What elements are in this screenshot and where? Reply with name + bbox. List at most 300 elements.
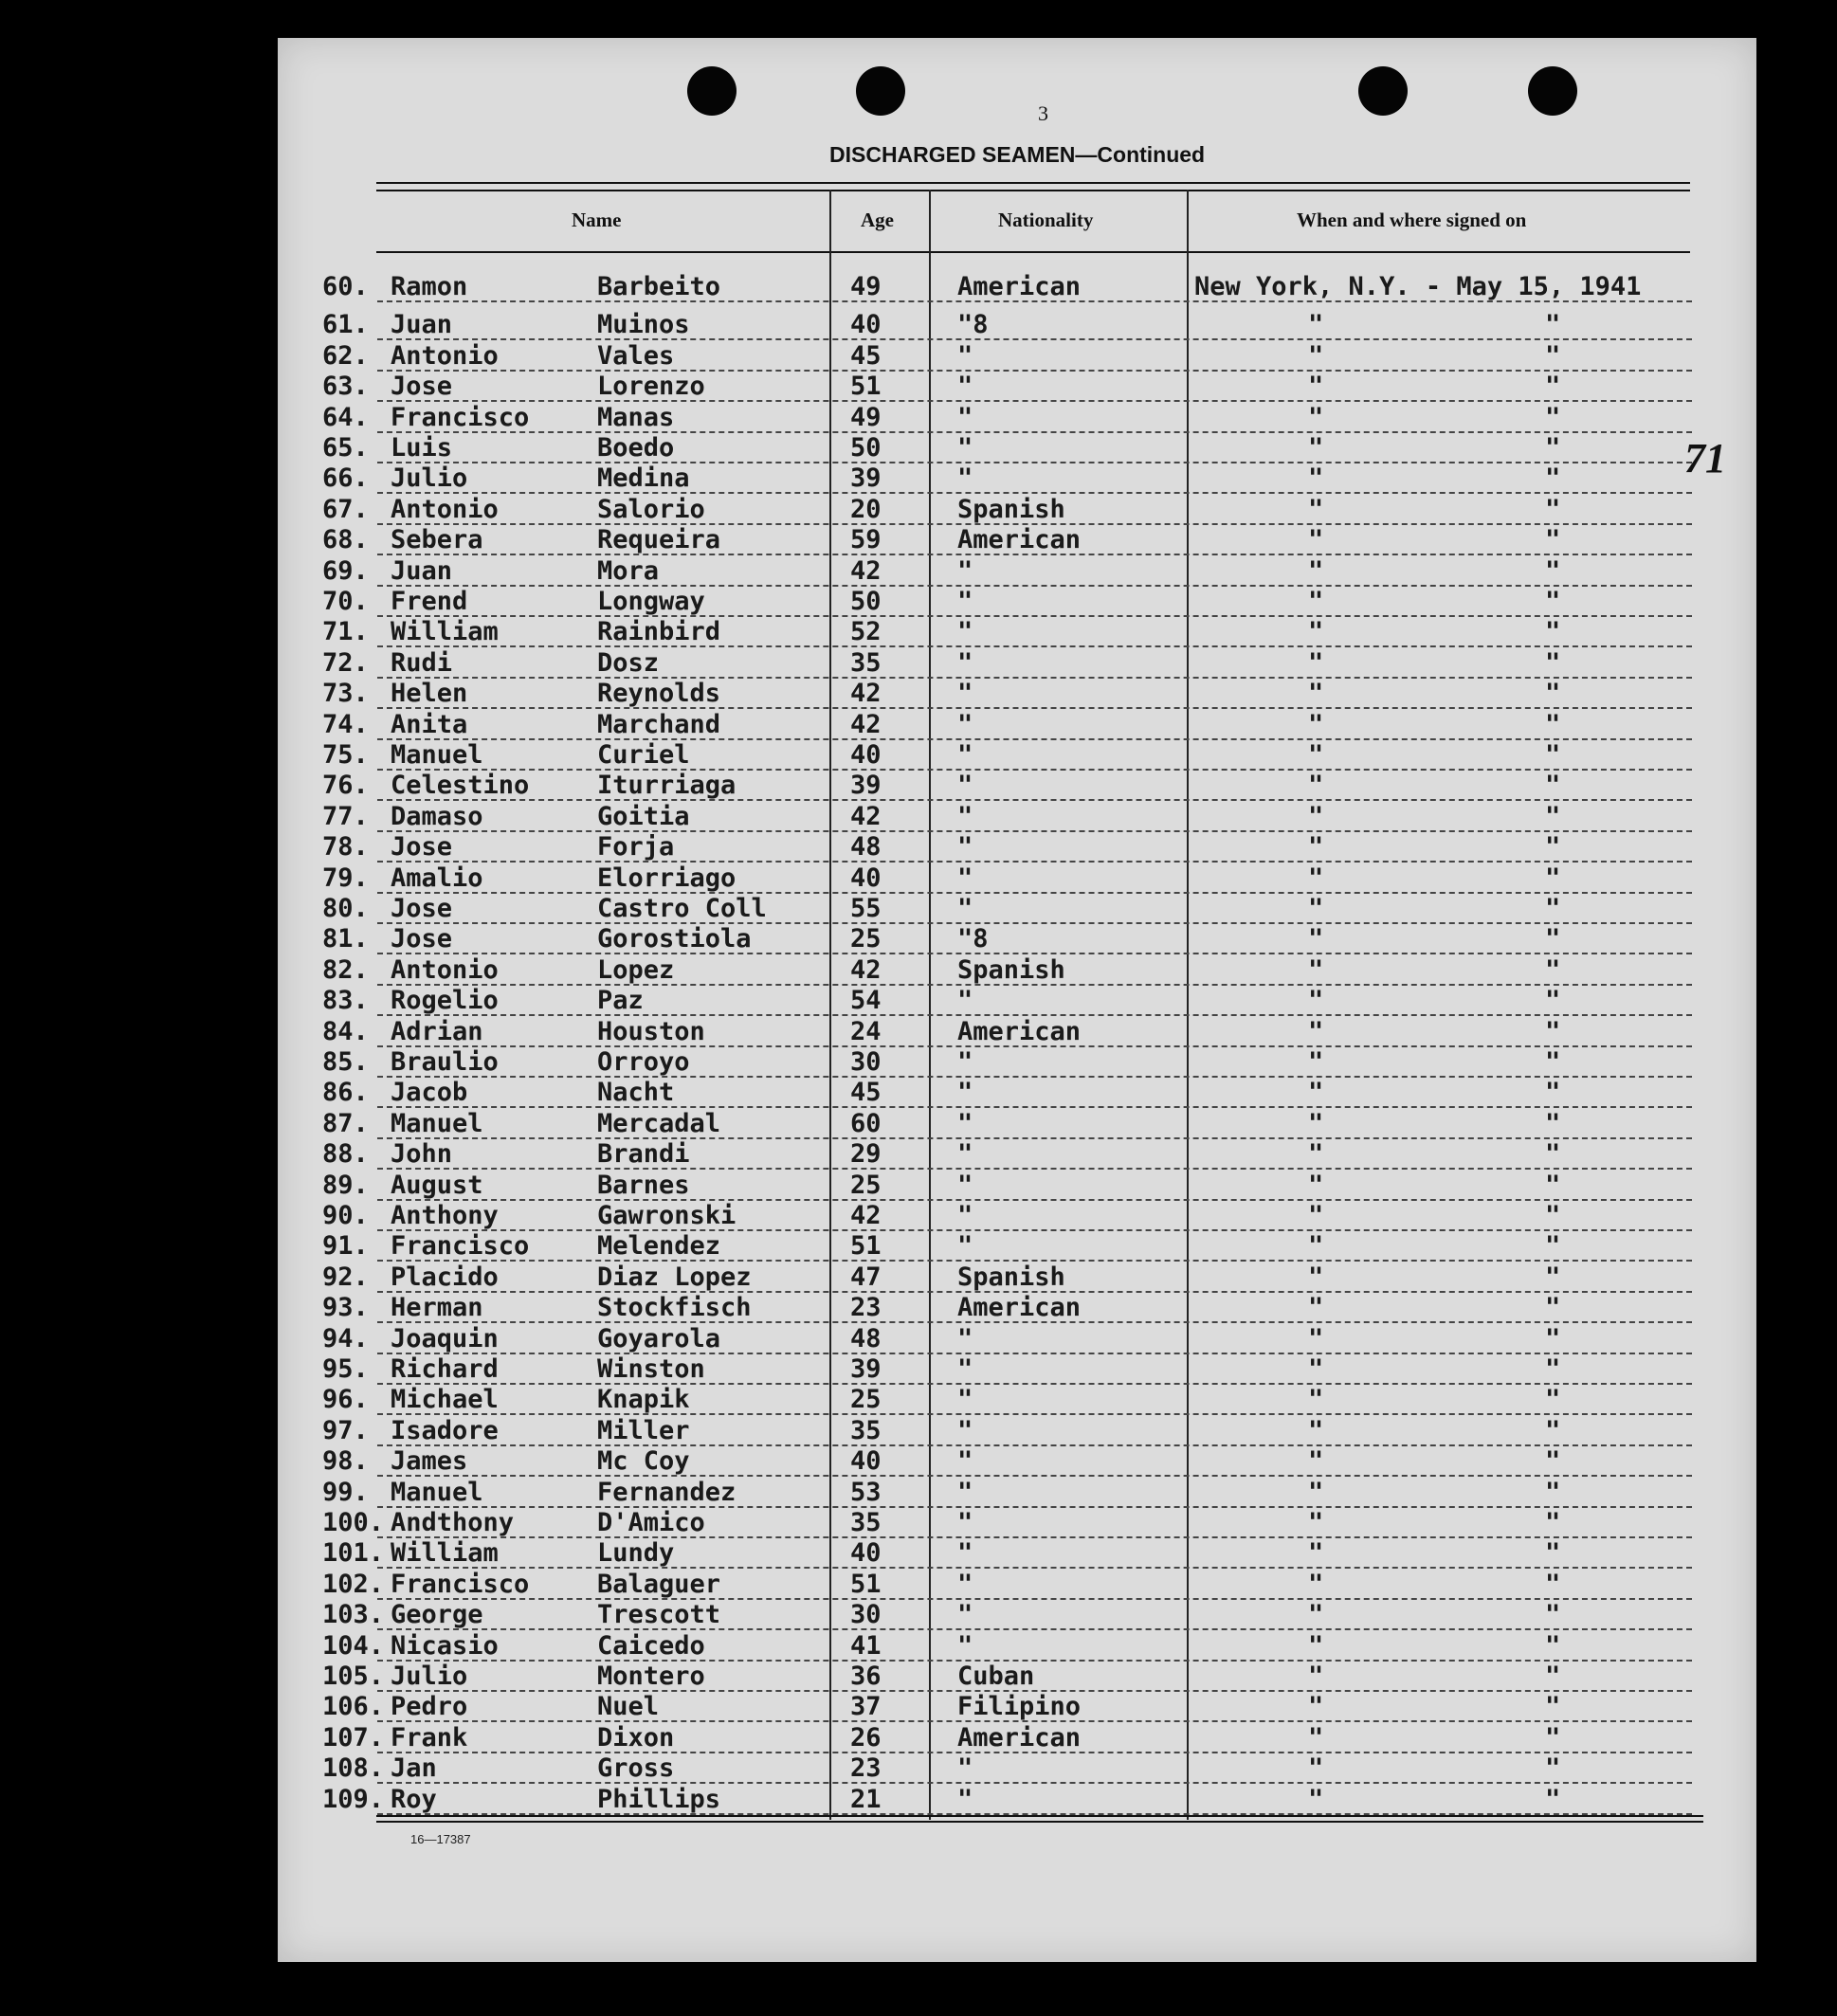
ditto-mark: " — [1308, 1201, 1324, 1230]
age: 39 — [850, 1354, 882, 1384]
last-name: Medina — [597, 463, 690, 494]
ditto-mark: " — [1545, 832, 1561, 863]
nationality: " — [957, 1477, 973, 1507]
dotted-rule — [377, 1413, 1692, 1415]
ditto-mark: " — [1545, 1415, 1561, 1445]
first-name: Manuel — [391, 1477, 483, 1507]
row-number: 77. — [322, 801, 369, 831]
table-row — [322, 1385, 1692, 1418]
nationality: " — [957, 402, 973, 432]
last-name: Iturriaga — [597, 771, 737, 801]
ditto-mark: " — [1545, 1784, 1561, 1814]
dotted-rule — [377, 1506, 1692, 1508]
table-row — [322, 1201, 1692, 1234]
header-rule — [376, 190, 1690, 191]
row-number: 92. — [322, 1262, 369, 1292]
nationality: " — [957, 1170, 973, 1200]
nationality: " — [957, 1784, 973, 1814]
table-row — [322, 433, 1692, 466]
ditto-mark: " — [1308, 1722, 1324, 1753]
last-name: Dosz — [597, 647, 660, 678]
last-name: Barbeito — [597, 272, 721, 301]
ditto-mark: " — [1545, 1354, 1561, 1384]
dotted-rule — [377, 1536, 1692, 1538]
ditto-mark: " — [1308, 1538, 1324, 1569]
nationality: " — [957, 1415, 973, 1445]
nationality: " — [957, 986, 973, 1016]
row-number: 96. — [322, 1385, 369, 1415]
nationality: " — [957, 587, 973, 616]
nationality: " — [957, 617, 973, 647]
ditto-mark: " — [1545, 1508, 1561, 1537]
last-name: Requeira — [597, 525, 721, 555]
last-name: Mora — [597, 555, 660, 586]
table-row — [322, 1692, 1692, 1725]
table-row — [322, 1078, 1692, 1111]
ditto-mark: " — [1545, 340, 1561, 371]
age: 40 — [850, 863, 882, 893]
nationality: American — [957, 1293, 1082, 1323]
ditto-mark: " — [1308, 372, 1324, 402]
ditto-mark: " — [1308, 1170, 1324, 1200]
ditto-mark: " — [1545, 771, 1561, 801]
age: 39 — [850, 463, 882, 494]
ditto-mark: " — [1308, 1415, 1324, 1445]
ditto-mark: " — [1308, 894, 1324, 923]
ditto-mark: " — [1308, 709, 1324, 739]
row-number: 90. — [322, 1201, 369, 1230]
first-name: Anthony — [391, 1201, 499, 1230]
last-name: Vales — [597, 340, 675, 371]
age: 39 — [850, 771, 882, 801]
last-name: Longway — [597, 587, 705, 616]
dotted-rule — [377, 462, 1692, 463]
ditto-mark: " — [1545, 555, 1561, 586]
nationality: " — [957, 1354, 973, 1384]
table-row — [322, 709, 1692, 743]
table-row — [322, 525, 1692, 558]
dotted-rule — [377, 585, 1692, 587]
row-number: 78. — [322, 832, 369, 863]
last-name: Elorriago — [597, 863, 737, 893]
first-name: Jose — [391, 894, 453, 923]
nationality: " — [957, 894, 973, 923]
row-number: 82. — [322, 954, 369, 985]
ditto-mark: " — [1308, 647, 1324, 678]
row-number: 87. — [322, 1108, 369, 1138]
ditto-mark: " — [1308, 986, 1324, 1016]
last-name: Barnes — [597, 1170, 690, 1200]
row-number: 89. — [322, 1170, 369, 1200]
first-name: Ramon — [391, 272, 468, 301]
dotted-rule — [377, 799, 1692, 801]
dotted-rule — [377, 645, 1692, 647]
dotted-rule — [377, 1782, 1692, 1784]
table-row — [322, 681, 1692, 712]
form-code: 16—17387 — [410, 1832, 471, 1846]
nationality: " — [957, 832, 973, 863]
ditto-mark: " — [1545, 924, 1561, 954]
punch-hole — [856, 66, 905, 116]
nationality: " — [957, 740, 973, 770]
nationality: " — [957, 433, 973, 463]
row-number: 73. — [322, 679, 369, 709]
ditto-mark: " — [1308, 1569, 1324, 1599]
nationality: American — [957, 525, 1082, 555]
first-name: Francisco — [391, 1231, 530, 1262]
ditto-mark: " — [1308, 463, 1324, 494]
age: 60 — [850, 1108, 882, 1138]
age: 42 — [850, 709, 882, 739]
last-name: Gorostiola — [597, 924, 752, 954]
row-number: 108. — [322, 1753, 385, 1784]
table-row — [322, 555, 1692, 590]
last-name: Knapik — [597, 1385, 690, 1415]
row-number: 95. — [322, 1354, 369, 1384]
table-row — [322, 587, 1692, 620]
nationality: "8 — [957, 924, 989, 954]
table-row — [322, 1508, 1692, 1541]
ditto-mark: " — [1545, 679, 1561, 709]
row-number: 62. — [322, 340, 369, 371]
last-name: Phillips — [597, 1784, 721, 1814]
age: 42 — [850, 1201, 882, 1230]
row-number: 102. — [322, 1569, 385, 1599]
ditto-mark: " — [1545, 1323, 1561, 1353]
first-name: Rudi — [391, 647, 453, 678]
nationality: " — [957, 1753, 973, 1784]
row-number: 85. — [322, 1047, 369, 1077]
nationality: " — [957, 1139, 973, 1170]
table-row — [322, 1354, 1692, 1388]
ditto-mark: " — [1308, 1600, 1324, 1630]
age: 30 — [850, 1600, 882, 1630]
age: 41 — [850, 1630, 882, 1661]
dotted-rule — [377, 1353, 1692, 1354]
table-row — [322, 986, 1692, 1019]
last-name: Salorio — [597, 494, 705, 524]
last-name: Nacht — [597, 1078, 675, 1108]
ditto-mark: " — [1545, 1630, 1561, 1661]
table-row — [322, 1538, 1692, 1571]
nationality: " — [957, 1630, 973, 1661]
age: 21 — [850, 1784, 882, 1814]
ditto-mark: " — [1308, 1293, 1324, 1323]
ditto-mark: " — [1545, 1538, 1561, 1569]
table-row — [322, 1722, 1692, 1756]
table-row — [322, 1569, 1692, 1603]
dotted-rule — [377, 370, 1692, 372]
age: 24 — [850, 1016, 882, 1046]
first-name: Andthony — [391, 1508, 515, 1537]
row-number: 91. — [322, 1231, 369, 1262]
ditto-mark: " — [1308, 1231, 1324, 1262]
ditto-mark: " — [1308, 525, 1324, 555]
row-number: 103. — [322, 1600, 385, 1630]
nationality: Spanish — [957, 1262, 1065, 1292]
last-name: Lorenzo — [597, 372, 705, 402]
last-name: Diaz Lopez — [597, 1262, 752, 1292]
ditto-mark: " — [1545, 1662, 1561, 1691]
age: 51 — [850, 1569, 882, 1599]
row-number: 105. — [322, 1662, 385, 1691]
dotted-rule — [377, 1567, 1692, 1569]
first-name: Joaquin — [391, 1323, 499, 1353]
dotted-rule — [377, 1383, 1692, 1385]
ditto-mark: " — [1308, 1662, 1324, 1691]
dotted-rule — [377, 338, 1692, 340]
ditto-mark: " — [1545, 1201, 1561, 1230]
table-row — [322, 1630, 1692, 1664]
table-row — [322, 801, 1692, 835]
nationality: American — [957, 272, 1082, 301]
last-name: Miller — [597, 1415, 690, 1445]
nationality: " — [957, 679, 973, 709]
first-name: Celestino — [391, 771, 530, 801]
table-row — [322, 924, 1692, 957]
last-name: Winston — [597, 1354, 705, 1384]
first-name: Antonio — [391, 954, 499, 985]
first-name: Sebera — [391, 525, 483, 555]
last-name: Houston — [597, 1016, 705, 1046]
dotted-rule — [377, 1106, 1692, 1108]
age: 40 — [850, 740, 882, 770]
table-row — [322, 1139, 1692, 1172]
row-number: 98. — [322, 1446, 369, 1477]
age: 36 — [850, 1662, 882, 1691]
table-row — [322, 894, 1692, 927]
first-name: Julio — [391, 463, 468, 494]
age: 40 — [850, 310, 882, 340]
ditto-mark: " — [1545, 1231, 1561, 1262]
table-row — [322, 402, 1692, 436]
last-name: Paz — [597, 986, 644, 1016]
nationality: " — [957, 340, 973, 371]
dotted-rule — [377, 1229, 1692, 1231]
ditto-mark: " — [1545, 1078, 1561, 1108]
ditto-mark: " — [1545, 1600, 1561, 1630]
nationality: " — [957, 1569, 973, 1599]
nationality: American — [957, 1016, 1082, 1046]
row-number: 75. — [322, 740, 369, 770]
table-row — [322, 1753, 1692, 1787]
last-name: Trescott — [597, 1600, 721, 1630]
dotted-rule — [377, 1199, 1692, 1201]
last-name: Orroyo — [597, 1047, 690, 1077]
nationality: Filipino — [957, 1692, 1082, 1722]
footer-rule — [376, 1821, 1703, 1823]
ditto-mark: " — [1545, 1262, 1561, 1292]
ditto-mark: " — [1308, 617, 1324, 647]
nationality: Spanish — [957, 494, 1065, 524]
table-row — [322, 272, 1692, 305]
table-row — [322, 374, 1692, 405]
ditto-mark: " — [1545, 1293, 1561, 1323]
nationality: " — [957, 1508, 973, 1537]
punch-hole — [1358, 66, 1408, 116]
last-name: Fernandez — [597, 1477, 737, 1507]
dotted-rule — [377, 1137, 1692, 1139]
last-name: Mercadal — [597, 1108, 721, 1138]
table-row — [322, 340, 1692, 374]
last-name: Balaguer — [597, 1569, 721, 1599]
punch-hole — [1528, 66, 1577, 116]
age: 25 — [850, 1385, 882, 1415]
first-name: Amalio — [391, 863, 483, 893]
first-name: William — [391, 1538, 499, 1569]
ditto-mark: " — [1545, 372, 1561, 402]
nationality: " — [957, 1231, 973, 1262]
last-name: Muinos — [597, 310, 690, 340]
row-number: 106. — [322, 1692, 385, 1722]
table-row — [322, 773, 1692, 804]
ditto-mark: " — [1308, 1630, 1324, 1661]
first-name: Braulio — [391, 1047, 499, 1077]
age: 54 — [850, 986, 882, 1016]
ditto-mark: " — [1545, 494, 1561, 524]
page-number: 3 — [1038, 101, 1048, 125]
age: 35 — [850, 1508, 882, 1537]
row-number: 71. — [322, 617, 369, 647]
ditto-mark: " — [1545, 587, 1561, 616]
last-name: Lopez — [597, 954, 675, 985]
first-name: George — [391, 1600, 483, 1630]
row-number: 65. — [322, 433, 369, 463]
first-name: William — [391, 617, 499, 647]
ditto-mark: " — [1545, 1753, 1561, 1784]
ditto-mark: " — [1308, 340, 1324, 371]
age: 25 — [850, 1170, 882, 1200]
table-row — [322, 1323, 1692, 1357]
first-name: James — [391, 1446, 468, 1477]
nationality: Spanish — [957, 954, 1065, 985]
first-name: Juan — [391, 310, 453, 340]
age: 48 — [850, 1323, 882, 1353]
ditto-mark: " — [1545, 1016, 1561, 1046]
row-number: 72. — [322, 647, 369, 678]
nationality: " — [957, 1446, 973, 1477]
ditto-mark: " — [1308, 1139, 1324, 1170]
first-name: Roy — [391, 1784, 437, 1814]
dotted-rule — [377, 1628, 1692, 1630]
age: 37 — [850, 1692, 882, 1722]
ditto-mark: " — [1308, 433, 1324, 463]
nationality: " — [957, 863, 973, 893]
first-name: Manuel — [391, 740, 483, 770]
table-row — [322, 647, 1692, 681]
nationality: " — [957, 1201, 973, 1230]
last-name: Melendez — [597, 1231, 721, 1262]
first-name: Isadore — [391, 1415, 499, 1445]
last-name: Mc Coy — [597, 1446, 690, 1477]
ditto-mark: " — [1308, 1385, 1324, 1415]
ditto-mark: " — [1308, 402, 1324, 432]
nationality: "8 — [957, 310, 989, 340]
ditto-mark: " — [1545, 894, 1561, 923]
dotted-rule — [377, 400, 1692, 402]
first-name: Pedro — [391, 1692, 468, 1722]
row-number: 68. — [322, 525, 369, 555]
ditto-mark: " — [1308, 679, 1324, 709]
nationality: " — [957, 1323, 973, 1353]
nationality: " — [957, 372, 973, 402]
row-number: 99. — [322, 1477, 369, 1507]
last-name: Forja — [597, 832, 675, 863]
dotted-rule — [377, 922, 1692, 924]
last-name: Gawronski — [597, 1201, 737, 1230]
last-name: Stockfisch — [597, 1293, 752, 1323]
age: 23 — [850, 1753, 882, 1784]
row-number: 61. — [322, 310, 369, 340]
ditto-mark: " — [1308, 1016, 1324, 1046]
nationality: " — [957, 771, 973, 801]
row-number: 104. — [322, 1630, 385, 1661]
age: 59 — [850, 525, 882, 555]
row-number: 76. — [322, 771, 369, 801]
nationality: " — [957, 1538, 973, 1569]
last-name: Marchand — [597, 709, 721, 739]
ditto-mark: " — [1545, 740, 1561, 770]
row-number: 79. — [322, 863, 369, 893]
punch-hole — [687, 66, 737, 116]
age: 35 — [850, 1415, 882, 1445]
first-name: Jacob — [391, 1078, 468, 1108]
table-row — [322, 1784, 1692, 1818]
last-name: Goyarola — [597, 1323, 721, 1353]
first-name: John — [391, 1139, 453, 1170]
last-name: Dixon — [597, 1722, 675, 1753]
last-name: Castro Coll — [597, 894, 767, 923]
nationality: " — [957, 1078, 973, 1108]
nationality: " — [957, 647, 973, 678]
row-number: 67. — [322, 494, 369, 524]
age: 42 — [850, 801, 882, 831]
column-header-nationality: Nationality — [998, 209, 1094, 231]
header-rule — [376, 182, 1690, 184]
table-row — [322, 617, 1692, 650]
age: 45 — [850, 340, 882, 371]
age: 49 — [850, 272, 882, 301]
ditto-mark: " — [1545, 310, 1561, 340]
age: 51 — [850, 1231, 882, 1262]
table-row — [322, 463, 1692, 497]
age: 50 — [850, 433, 882, 463]
first-name: Michael — [391, 1385, 499, 1415]
row-number: 100. — [322, 1508, 385, 1537]
row-number: 107. — [322, 1722, 385, 1753]
page-title: DISCHARGED SEAMEN—Continued — [829, 142, 1206, 167]
ditto-mark: " — [1308, 771, 1324, 801]
last-name: Curiel — [597, 740, 690, 770]
first-name: Juan — [391, 555, 453, 586]
nationality: " — [957, 1047, 973, 1077]
first-name: Manuel — [391, 1108, 483, 1138]
age: 29 — [850, 1139, 882, 1170]
last-name: Caicedo — [597, 1630, 705, 1661]
table-row — [322, 863, 1692, 897]
row-number: 70. — [322, 587, 369, 616]
ditto-mark: " — [1308, 954, 1324, 985]
dotted-rule — [377, 1660, 1692, 1662]
ditto-mark: " — [1308, 740, 1324, 770]
table-row — [322, 1415, 1692, 1449]
ditto-mark: " — [1545, 1139, 1561, 1170]
first-name: Helen — [391, 679, 468, 709]
dotted-rule — [377, 615, 1692, 617]
row-number: 86. — [322, 1078, 369, 1108]
ditto-mark: " — [1308, 1784, 1324, 1814]
dotted-rule — [377, 1076, 1692, 1078]
